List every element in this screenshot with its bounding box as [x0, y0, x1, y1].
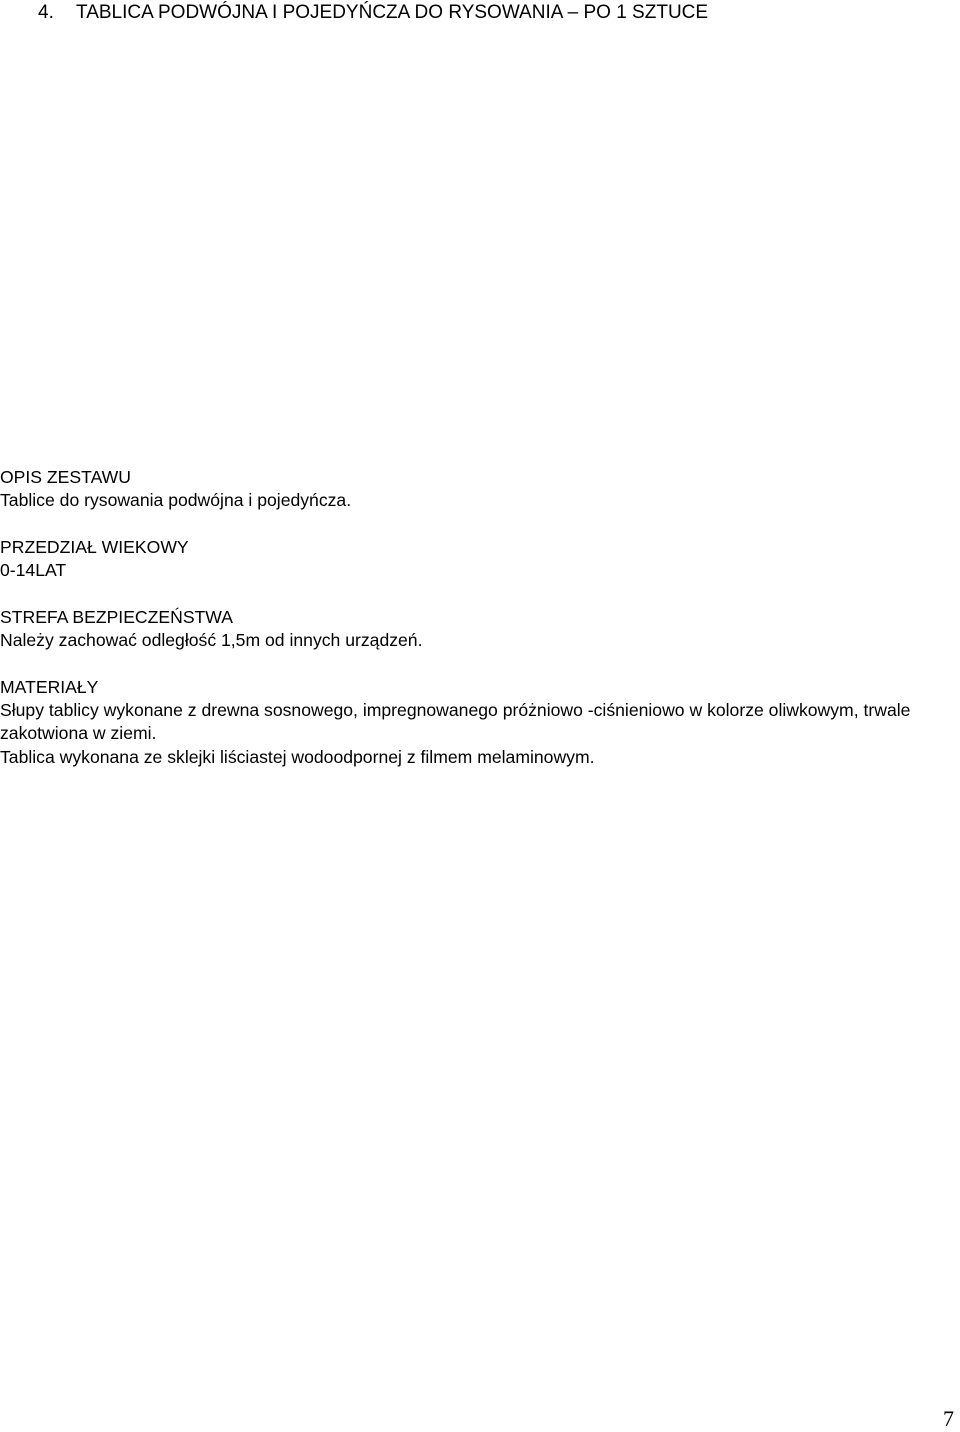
section-text: Należy zachować odległość 1,5m od innych urządzeń.: [0, 630, 423, 651]
section-label: MATERIAŁY: [0, 676, 99, 697]
section-heading: [38, 2, 708, 24]
section-title: TABLICA PODWÓJNA I POJEDYŃCZA DO RYSOWANIA – PO 1 SZTUCE: [76, 2, 709, 23]
section-przedzial-wiekowy: [0, 536, 955, 583]
section-label: PRZEDZIAŁ WIEKOWY: [0, 536, 189, 557]
section-text: Słupy tablicy wykonane z drewna sosnowego, impregnowanego próżniowo -ciśnieniowo w kolorze oliwkowym, trwale zakotwiona w ziemi.: [0, 699, 911, 744]
section-label: OPIS ZESTAWU: [0, 467, 131, 487]
document-content: [0, 466, 955, 792]
section-strefa-bezpieczenstwa: [0, 606, 955, 653]
section-opis-zestawu: [0, 466, 955, 513]
section-number: 4.: [38, 2, 54, 23]
page-number: 7: [943, 1406, 954, 1431]
section-text: Tablica wykonana ze sklejki liściastej wodoodpornej z filmem melaminowym.: [0, 746, 595, 767]
section-text: Tablice do rysowania podwójna i pojedyńcza.: [0, 490, 352, 511]
section-text: 0-14LAT: [0, 560, 67, 581]
section-materialy: [0, 676, 955, 769]
section-label: STREFA BEZPIECZEŃSTWA: [0, 606, 233, 627]
